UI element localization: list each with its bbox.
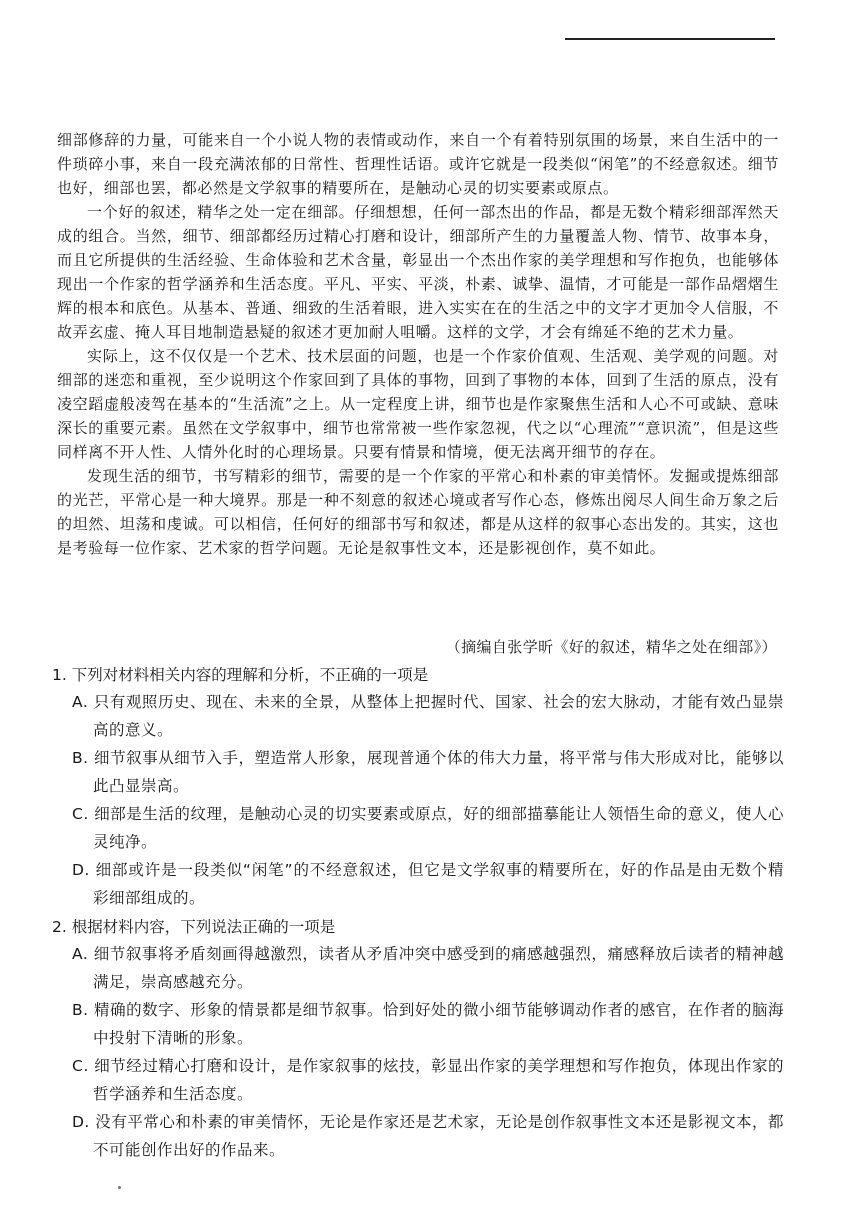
option-a: A. 细节叙事将矛盾刻画得越激烈，读者从矛盾冲突中感受到的痛感越强烈，痛感释放后读者的精神越满足，崇高感越充分。 — [72, 945, 784, 991]
question-1 — [52, 662, 784, 912]
question-stem: 1. 下列对材料相关内容的理解和分析，不正确的一项是 — [52, 666, 429, 684]
option-b: B. 细节叙事从细节入手，塑造常人形象，展现普通个体的伟大力量，将平常与伟大形成对比，能够以此凸显崇高。 — [72, 749, 784, 795]
option-a: A. 只有观照历史、现在、未来的全景，从整体上把握时代、国家、社会的宏大脉动，才能有效凸显崇高的意义。 — [72, 693, 784, 739]
passage-paragraph: 发现生活的细节，书写精彩的细节，需要的是一个作家的平常心和朴素的审美情怀。发掘或提炼细部的光芒，平常心是一种大境界。那是一种不刻意的叙述心境或者写作心态，修炼出阅尽人间生命万象之后的坦然、坦荡和虔诚。可以相信，任何好的细部书写和叙述，都是从这样的叙事心态出发的。其实，这也是考验每一位作家、艺术家的哲学问题。无论是叙事性文本，还是影视创作，莫不如此。 — [57, 467, 779, 557]
reading-passage — [57, 128, 779, 560]
option-d: D. 没有平常心和朴素的审美情怀，无论是作家还是艺术家，无论是创作叙事性文本还是影视文本，都不可能创作出好的作品来。 — [72, 1113, 784, 1159]
option-d: D. 细部或许是一段类似“闲笔”的不经意叙述，但它是文学叙事的精要所在，好的作品是由无数个精彩细部组成的。 — [72, 861, 784, 907]
option-c: C. 细节经过精心打磨和设计，是作家叙事的炫技，彰显出作家的美学理想和写作抱负，体现出作家的哲学涵养和生活态度。 — [72, 1057, 784, 1103]
question-2 — [52, 914, 784, 1164]
scan-speck — [118, 1186, 121, 1189]
question-stem: 2. 根据材料内容，下列说法正确的一项是 — [52, 918, 336, 936]
option-b: B. 精确的数字、形象的情景都是细节叙事。恰到好处的微小细节能够调动作者的感官，在作者的脑海中投射下清晰的形象。 — [72, 1001, 784, 1047]
header-rule — [565, 38, 775, 40]
passage-source: （摘编自张学昕《好的叙述，精华之处在细部》） — [445, 638, 777, 656]
passage-paragraph: 一个好的叙述，精华之处一定在细部。仔细想想，任何一部杰出的作品，都是无数个精彩细部浑然天成的组合。当然，细节、细部都经历过精心打磨和设计，细部所产生的力量覆盖人物、情节、故事本身，而且它所提供的生活经验、生命体验和艺术含量，彰显出一个杰出作家的美学理想和写作抱负，也能够体现出一个作家的哲学涵养和生活态度。平凡、平实、平淡，朴素、诚挚、温情，才可能是一部作品熠熠生辉的根本和底色。从基本、普通、细致的生活着眼，进入实实在在的生活之中的文字才更加令人信服，不故弄玄虚、掩人耳目地制造悬疑的叙述才更加耐人咀嚼。这样的文学，才会有绵延不绝的艺术力量。 — [57, 203, 779, 341]
passage-paragraph: 细部修辞的力量，可能来自一个小说人物的表情或动作，来自一个有着特别氛围的场景，来自生活中的一件琐碎小事，来自一段充满浓郁的日常性、哲理性话语。或许它就是一段类似“闲笔”的不经意叙述。细节也好，细部也罢，都必然是文学叙事的精要所在，是触动心灵的切实要素或原点。 — [57, 131, 779, 197]
question-section — [52, 662, 784, 1166]
option-c: C. 细部是生活的纹理，是触动心灵的切实要素或原点，好的细部描摹能让人领悟生命的意义，使人心灵纯净。 — [72, 805, 784, 851]
passage-paragraph: 实际上，这不仅仅是一个艺术、技术层面的问题，也是一个作家价值观、生活观、美学观的问题。对细部的迷恋和重视，至少说明这个作家回到了具体的事物，回到了事物的本体，回到了生活的原点，没有凌空蹈虚般凌驾在基本的“生活流”之上。从一定程度上讲，细节也是作家聚焦生活和人心不可或缺、意味深长的重要元素。虽然在文学叙事中，细节也常常被一些作家忽视，代之以“心理流”“意识流”，但是这些同样离不开人性、人情外化时的心理场景。只要有情景和情境，便无法离开细节的存在。 — [57, 347, 779, 461]
